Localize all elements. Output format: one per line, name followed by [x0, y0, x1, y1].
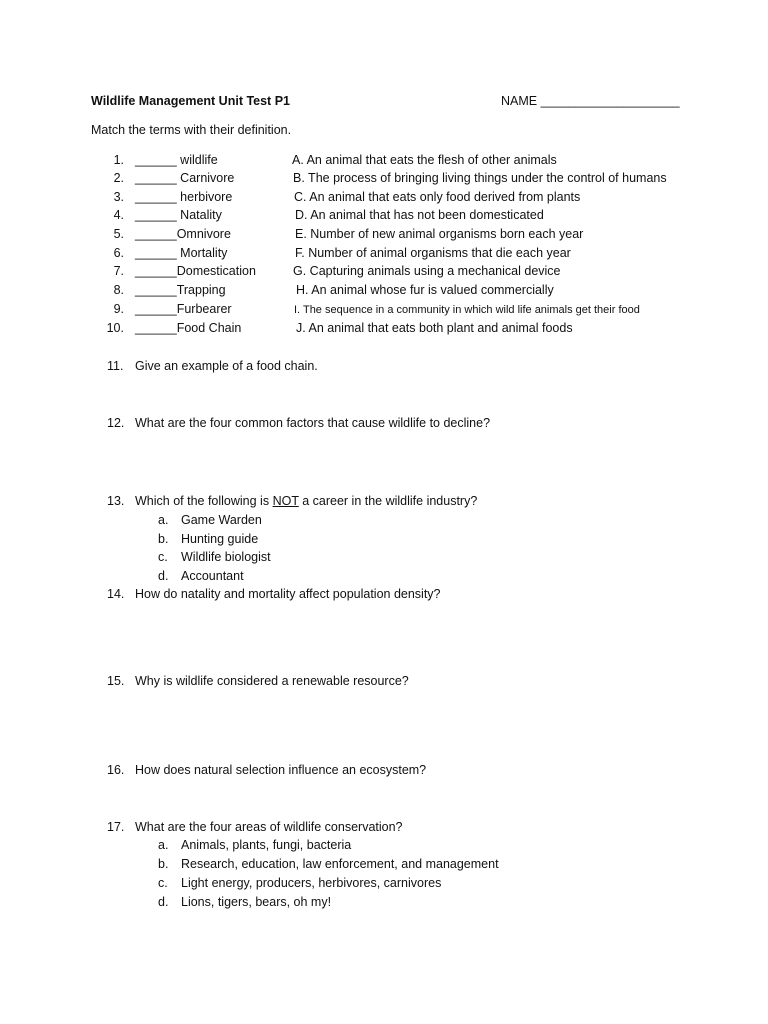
option-accountant[interactable]: Accountant	[181, 569, 244, 583]
option-light-energy[interactable]: Light energy, producers, herbivores, carnivores	[181, 876, 442, 890]
option-hunting-guide[interactable]: Hunting guide	[181, 532, 259, 546]
instructions: Match the terms with their definition.	[91, 123, 292, 137]
term-number: 10.	[106, 321, 124, 335]
term-blank-wildlife[interactable]: ______ wildlife	[135, 153, 218, 167]
option-letter: d.	[158, 895, 169, 909]
question-15-number: 15.	[107, 674, 125, 688]
term-number: 8.	[113, 283, 124, 297]
option-letter: c.	[158, 876, 168, 890]
definition-f: F. Number of animal organisms that die each year	[295, 246, 571, 260]
option-letter: a.	[158, 838, 169, 852]
term-number: 7.	[113, 264, 124, 278]
term-item	[96, 302, 124, 316]
question-17-number: 17.	[107, 820, 125, 834]
option-letter: c.	[158, 550, 168, 564]
question-12-text: What are the four common factors that cause wildlife to decline?	[135, 416, 491, 430]
term-blank-trapping[interactable]: ______Trapping	[135, 283, 226, 297]
test-title: Wildlife Management Unit Test P1	[91, 94, 290, 108]
question-12-number: 12.	[107, 416, 125, 430]
option-letter: b.	[158, 532, 169, 546]
term-blank-mortality[interactable]: ______ Mortality	[135, 246, 228, 260]
definition-a: A. An animal that eats the flesh of other animals	[292, 153, 557, 167]
question-16-text: How does natural selection influence an ecosystem?	[135, 763, 427, 777]
option-research-education[interactable]: Research, education, law enforcement, and management	[181, 857, 499, 871]
option-letter: d.	[158, 569, 169, 583]
question-13-text-before: Which of the following is	[135, 494, 273, 508]
question-16-number: 16.	[107, 763, 125, 777]
term-number: 3.	[113, 190, 124, 204]
option-letter: b.	[158, 857, 169, 871]
definition-g: G. Capturing animals using a mechanical device	[293, 264, 561, 278]
term-item	[96, 171, 124, 185]
question-14-text: How do natality and mortality affect population density?	[135, 587, 441, 601]
name-field[interactable]: NAME ____________________	[501, 94, 680, 108]
term-number: 9.	[113, 302, 124, 316]
term-number: 2.	[113, 171, 124, 185]
definition-e: E. Number of new animal organisms born each year	[295, 227, 584, 241]
question-14-number: 14.	[107, 587, 125, 601]
question-17-text: What are the four areas of wildlife conservation?	[135, 820, 403, 834]
definition-j: J. An animal that eats both plant and animal foods	[296, 321, 573, 335]
definition-c: C. An animal that eats only food derived from plants	[294, 190, 581, 204]
term-blank-furbearer[interactable]: ______Furbearer	[135, 302, 232, 316]
term-item	[96, 283, 124, 297]
term-item	[96, 321, 124, 335]
term-item	[96, 153, 124, 167]
question-13-number: 13.	[107, 494, 125, 508]
term-item	[96, 264, 124, 278]
term-item	[96, 246, 124, 260]
term-blank-domestication[interactable]: ______Domestication	[135, 264, 256, 278]
question-13-emphasis: NOT	[272, 494, 299, 508]
term-blank-food-chain[interactable]: ______Food Chain	[135, 321, 242, 335]
term-blank-omnivore[interactable]: ______Omnivore	[135, 227, 231, 241]
question-11-text: Give an example of a food chain.	[135, 359, 318, 373]
term-number: 4.	[113, 208, 124, 222]
term-item	[96, 190, 124, 204]
question-11-number: 11.	[107, 359, 124, 373]
term-number: 1.	[113, 153, 124, 167]
term-item	[96, 208, 124, 222]
definition-h: H. An animal whose fur is valued commercially	[296, 283, 554, 297]
definition-d: D. An animal that has not been domesticated	[295, 208, 544, 222]
term-blank-herbivore[interactable]: ______ herbivore	[135, 190, 233, 204]
question-15-text: Why is wildlife considered a renewable resource?	[135, 674, 409, 688]
definition-i: I. The sequence in a community in which wild life animals get their food	[294, 304, 640, 316]
term-number: 6.	[113, 246, 124, 260]
term-blank-carnivore[interactable]: ______ Carnivore	[135, 171, 235, 185]
definition-b: B. The process of bringing living things under the control of humans	[293, 171, 667, 185]
option-animals-plants[interactable]: Animals, plants, fungi, bacteria	[181, 838, 352, 852]
term-item	[96, 227, 124, 241]
question-13-text	[135, 494, 477, 508]
term-blank-natality[interactable]: ______ Natality	[135, 208, 222, 222]
option-letter: a.	[158, 513, 169, 527]
question-13-text-after: a career in the wildlife industry?	[298, 494, 478, 508]
option-game-warden[interactable]: Game Warden	[181, 513, 262, 527]
option-wildlife-biologist[interactable]: Wildlife biologist	[181, 550, 271, 564]
option-lions-tigers[interactable]: Lions, tigers, bears, oh my!	[181, 895, 332, 909]
term-number: 5.	[113, 227, 124, 241]
